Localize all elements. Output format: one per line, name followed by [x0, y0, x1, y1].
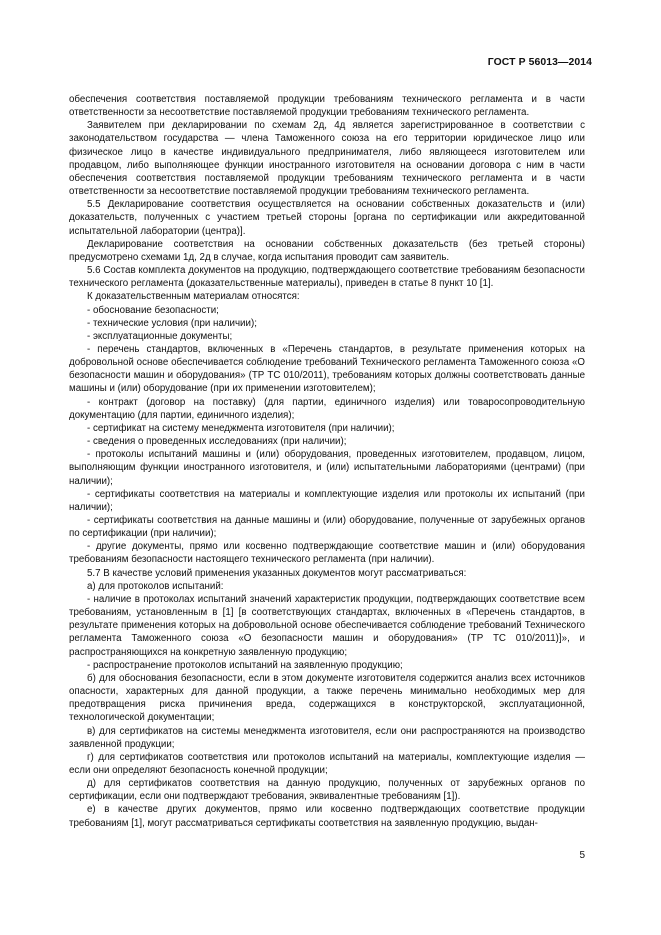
paragraph: К доказательственным материалам относятся:	[87, 291, 300, 303]
paragraph: Декларирование соответствия на основании собственных доказательств (без третьей стороны) предусмотрено схемами 1д, 2д в случае, когда испытания проводит сам заявитель.	[69, 238, 585, 263]
document-body	[69, 93, 585, 830]
paragraph: г) для сертификатов соответствия или протоколов испытаний на материалы, комплектующие изделия — если они определяют безопасность конечной продукции;	[69, 751, 585, 776]
paragraph: - эксплуатационные документы;	[87, 330, 233, 342]
paragraph: Заявителем при декларировании по схемам 2д, 4д является зарегистрированное в соответствии с законодательством государства — члена Таможенного союза на его территории юридическое лицо или физическое лицо в качестве индивидуального предпринимателя, либо являющееся изготовителем или продавцом, либо выполняющее функции иностранного изготовителя на основании договора с ним в части обеспечения соответствия поставляемой продукции требованиям технического регламента и в части ответственности за несоответствие поставляемой продукции требованиям технического регламента.	[69, 120, 585, 198]
paragraph: - протоколы испытаний машины и (или) оборудования, проведенных изготовителем, продавцом, лицом, выполняющим функции иностранного изготовителя, и (или) испытательными лабораториями (центрами) (при наличии);	[69, 449, 585, 487]
paragraph: - контракт (договор на поставку) (для партии, единичного изделия) или товаросопроводительную документацию (для партии, единичного изделия);	[69, 396, 585, 421]
paragraph: - технические условия (при наличии);	[87, 317, 257, 329]
page-number: 5	[579, 850, 585, 861]
paragraph: в) для сертификатов на системы менеджмента изготовителя, если они распространяются на производство заявленной продукции;	[69, 725, 585, 750]
paragraph: - обоснование безопасности;	[87, 304, 219, 316]
paragraph: 5.7 В качестве условий применения указанных документов могут рассматриваться:	[87, 567, 467, 579]
paragraph: 5.5 Декларирование соответствия осуществляется на основании собственных доказательств и (или) доказательств, полученных с участием третьей стороны [органа по сертификации или аккредитованной испытательной лаборатории (центра)].	[69, 199, 585, 237]
paragraph: 5.6 Состав комплекта документов на продукцию, подтверждающего соответствие требованиям безопасности технического регламента (доказательственные материалы), приведен в статье 8 пункт 10 [1].	[69, 265, 585, 290]
paragraph: б) для обоснования безопасности, если в этом документе изготовителя содержится анализ всех источников опасности, характерных для данной продукции, а также перечень минимально необходимых мер для предотвращения риска причинения вреда, содержащихся в конструкторской, эксплуатационной, технологической документации;	[69, 672, 585, 724]
paragraph: - наличие в протоколах испытаний значений характеристик продукции, подтверждающих соответствие всем требованиям, установленным в [1] [в соответствующих стандартах, включенных в «Перечень стандартов, в результате применения которых на добровольной основе обеспечивается соблюдение требований Технического регламента Таможенного союза «О безопасности машин и оборудования» (ТР ТС 010/2011)]», и распространяющихся на конкретную заявленную продукцию;	[69, 593, 585, 658]
paragraph: а) для протоколов испытаний:	[87, 580, 224, 592]
paragraph: д) для сертификатов соответствия на данную продукцию, полученных от зарубежных органов по сертификации, если они подтверждают требования, эквивалентные требованиям [1]).	[69, 778, 585, 803]
paragraph: - распространение протоколов испытаний на заявленную продукцию;	[87, 659, 403, 671]
paragraph: - сертификат на систему менеджмента изготовителя (при наличии);	[87, 422, 395, 434]
paragraph: - сертификаты соответствия на данные машины и (или) оборудование, полученные от зарубежных органов по сертификации (при наличии);	[69, 515, 585, 540]
paragraph: - сведения о проведенных исследованиях (при наличии);	[87, 436, 347, 448]
paragraph: - сертификаты соответствия на материалы и комплектующие изделия или протоколы их испытаний (при наличии);	[69, 488, 585, 513]
paragraph: обеспечения соответствия поставляемой продукции требованиям технического регламента и в части ответственности за несоответствие поставляемой продукции требованиям технического регламента.	[69, 94, 585, 119]
document-id-header: ГОСТ Р 56013—2014	[487, 57, 592, 68]
paragraph: е) в качестве других документов, прямо или косвенно подтверждающих соответствие продукции требованиям [1], могут рассматриваться сертификаты соответствия на заявленную продукцию, выдан-	[69, 804, 585, 829]
paragraph: - перечень стандартов, включенных в «Перечень стандартов, в результате применения которых на добровольной основе обеспечивается соблюдение требований Технического регламента Таможенного союза «О безопасности машин и оборудования» (ТР ТС 010/2011), требованиям которых должны соответствовать данные машины и (или) оборудование (при их применении изготовителем);	[69, 343, 585, 395]
paragraph: - другие документы, прямо или косвенно подтверждающие соответствие машин и (или) оборудования требованиям безопасности настоящего технического регламента (при наличии).	[69, 541, 585, 566]
